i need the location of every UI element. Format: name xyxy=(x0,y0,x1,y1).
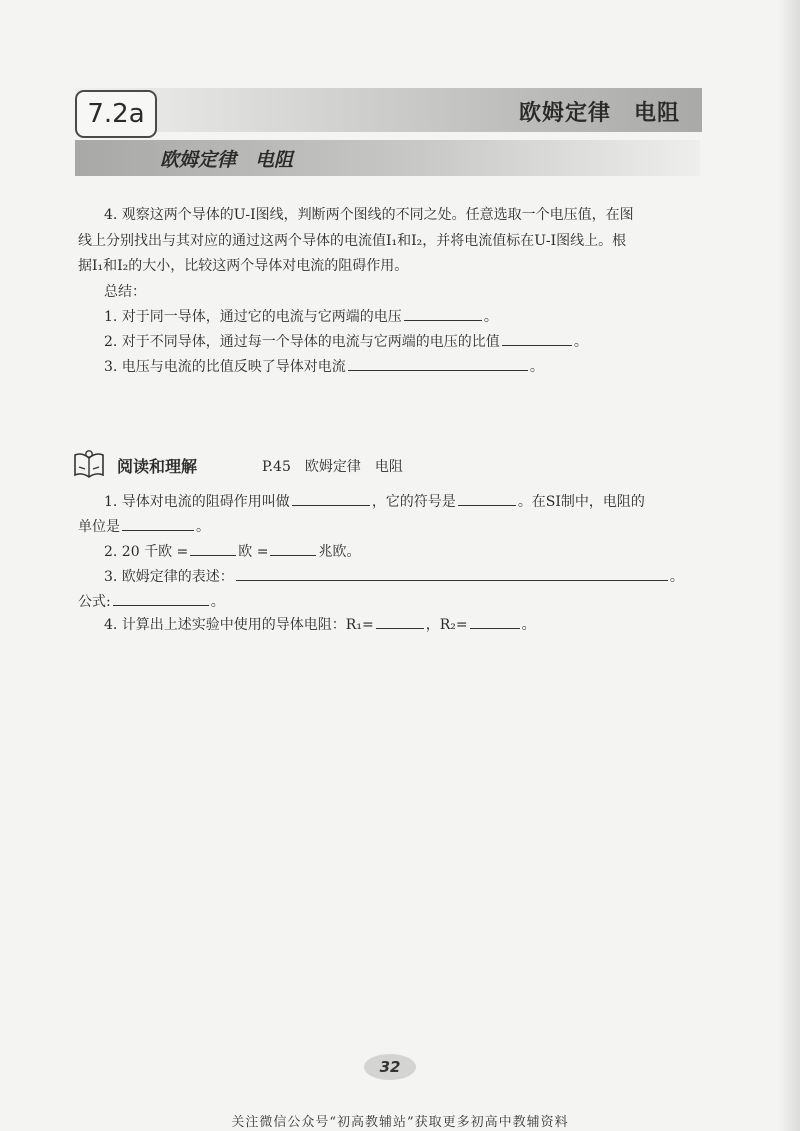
q4-line-1: 4. 观察这两个导体的U-I图线，判断两个图线的不同之处。任意选取一个电压值，在图 xyxy=(104,207,634,223)
reading-q1-line-2 xyxy=(78,516,210,537)
r1-value-blank[interactable] xyxy=(376,614,424,629)
header-title: 欧姆定律 电阻 xyxy=(518,101,680,126)
summary-item-2 xyxy=(104,331,588,352)
reading-reference: P.45 欧姆定律 电阻 xyxy=(262,459,403,475)
page-number: 32 xyxy=(364,1054,416,1080)
resistance-unit-blank[interactable] xyxy=(122,516,194,531)
ohms-law-statement-blank[interactable] xyxy=(236,566,668,581)
summary-item-3-text: 3. 电压与电流的比值反映了导体对电流 xyxy=(104,359,346,375)
reading-q4-text-a: 4. 计算出上述实验中使用的导体电阻：R₁= xyxy=(104,617,374,633)
reading-q3 xyxy=(104,566,684,587)
reading-q4-text-b: ，R₂= xyxy=(425,617,468,633)
resistance-symbol-blank[interactable] xyxy=(458,491,516,506)
reading-q1-unit-text: 单位是 xyxy=(78,519,120,535)
formula-label: 公式: xyxy=(78,594,111,610)
r2-value-blank[interactable] xyxy=(470,614,520,629)
reading-q3-text: 3. 欧姆定律的表述： xyxy=(104,569,234,585)
reading-q2-text-a: 2. 20 千欧 = xyxy=(104,544,189,560)
reading-q2-text-c: 兆欧。 xyxy=(318,544,361,560)
ohm-value-blank[interactable] xyxy=(190,541,236,556)
reading-q1-text-b: ，它的符号是 xyxy=(371,494,456,510)
megohm-value-blank[interactable] xyxy=(270,541,316,556)
summary-item-1-text: 1. 对于同一导体，通过它的电流与它两端的电压 xyxy=(104,309,402,325)
reading-formula xyxy=(78,591,225,612)
subtitle: 欧姆定律 电阻 xyxy=(160,149,294,171)
reading-title: 阅读和理解 xyxy=(117,457,198,476)
summary-item-3-end: 。 xyxy=(529,359,544,375)
reading-q3-end: 。 xyxy=(669,569,684,585)
summary-3-answer-blank[interactable] xyxy=(348,356,528,371)
summary-2-answer-blank[interactable] xyxy=(502,331,572,346)
summary-item-2-text: 2. 对于不同导体，通过每一个导体的电流与它两端的电压的比值 xyxy=(104,334,500,350)
section-number: 7.2a xyxy=(75,90,157,138)
resistance-name-blank[interactable] xyxy=(292,491,370,506)
reading-q1-line-1 xyxy=(104,491,645,512)
reading-q4-end: 。 xyxy=(521,617,536,633)
reading-q2 xyxy=(104,541,360,562)
formula-end: 。 xyxy=(210,594,225,610)
footer-note: 关注微信公众号“初高教辅站”获取更多初高中教辅资料 xyxy=(231,1115,569,1130)
reading-q1-text-a: 1. 导体对电流的阻碍作用叫做 xyxy=(104,494,290,510)
summary-label: 总结： xyxy=(104,284,146,300)
reading-q1-end: 。 xyxy=(196,519,210,535)
page-edge-shadow xyxy=(778,0,800,1131)
open-book-icon xyxy=(72,449,106,479)
summary-item-2-end: 。 xyxy=(573,334,588,350)
summary-item-1 xyxy=(104,306,498,327)
q4-line-2: 线上分别找出与其对应的通过这两个导体的电流值I₁和I₂，并将电流值标在U-I图线上。根 xyxy=(78,233,627,249)
reading-q2-text-b: 欧 = xyxy=(238,544,269,560)
q4-line-3: 据I₁和I₂的大小，比较这两个导体对电流的阻碍作用。 xyxy=(78,258,409,274)
summary-1-answer-blank[interactable] xyxy=(404,306,482,321)
summary-item-3 xyxy=(104,356,544,377)
reading-q4 xyxy=(104,614,536,635)
reading-q1-text-c: 。在SI制中，电阻的 xyxy=(517,494,645,510)
summary-item-1-end: 。 xyxy=(483,309,498,325)
formula-blank[interactable] xyxy=(113,591,209,606)
